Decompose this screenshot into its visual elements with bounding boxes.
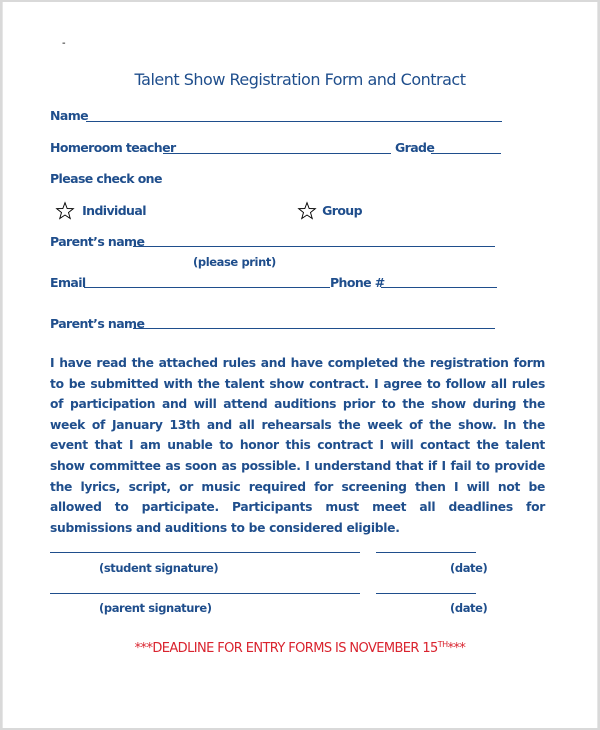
form-title: Talent Show Registration Form and Contract	[134, 70, 466, 89]
student-date-field[interactable]	[376, 552, 476, 553]
name-field[interactable]	[86, 121, 502, 122]
option-group[interactable]	[297, 200, 362, 221]
check-one-label: Please check one	[50, 171, 162, 186]
parent-name-field[interactable]	[133, 246, 495, 247]
deadline-text: ***DEADLINE FOR ENTRY FORMS IS NOVEMBER 15	[134, 641, 438, 656]
please-print-note: (please print)	[193, 255, 276, 269]
option-group-label: Group	[322, 203, 362, 218]
parent-name-label-2: Parent’s name	[50, 316, 145, 331]
email-field[interactable]	[84, 287, 330, 288]
student-date-label: (date)	[450, 561, 488, 575]
option-individual[interactable]	[55, 200, 146, 221]
student-signature-field[interactable]	[50, 552, 360, 553]
parent-signature-label: (parent signature)	[99, 601, 212, 615]
star-outline-icon[interactable]	[55, 201, 75, 221]
deadline-ordinal: TH	[437, 640, 448, 649]
parent-signature-field[interactable]	[50, 593, 360, 594]
name-label: Name	[50, 108, 88, 123]
option-individual-label: Individual	[82, 203, 146, 218]
deadline-suffix: ***	[447, 641, 466, 656]
homeroom-teacher-label: Homeroom teacher	[50, 140, 176, 155]
grade-label: Grade	[395, 140, 435, 155]
parent-name-field-2[interactable]	[133, 328, 495, 329]
contract-paragraph: I have read the attached rules and have completed the registration form to be submitted with the talent show contract. I agree to follow all rules of participation and will attend auditions prior to the show during the week of January 13th and all rehearsals the week of the show. In the event that I am unable to honor this contract I will contact the talent show committee as soon as possible. I understand that if I fail to provide the lyrics, script, or music required for screening then I will not be allowed to participate. Participants must meet all deadlines for submissions and auditions to be considered eligible.	[50, 356, 545, 535]
phone-label: Phone #	[330, 275, 385, 290]
deadline-notice	[0, 640, 600, 656]
stray-mark: -	[62, 38, 66, 49]
star-outline-icon[interactable]	[297, 201, 317, 221]
phone-field[interactable]	[381, 287, 497, 288]
parent-date-field[interactable]	[376, 593, 476, 594]
email-label: Email	[50, 275, 86, 290]
parent-name-label: Parent’s name	[50, 234, 145, 249]
parent-date-label: (date)	[450, 601, 488, 615]
grade-field[interactable]	[431, 153, 501, 154]
student-signature-label: (student signature)	[99, 561, 219, 575]
homeroom-teacher-field[interactable]	[163, 153, 391, 154]
